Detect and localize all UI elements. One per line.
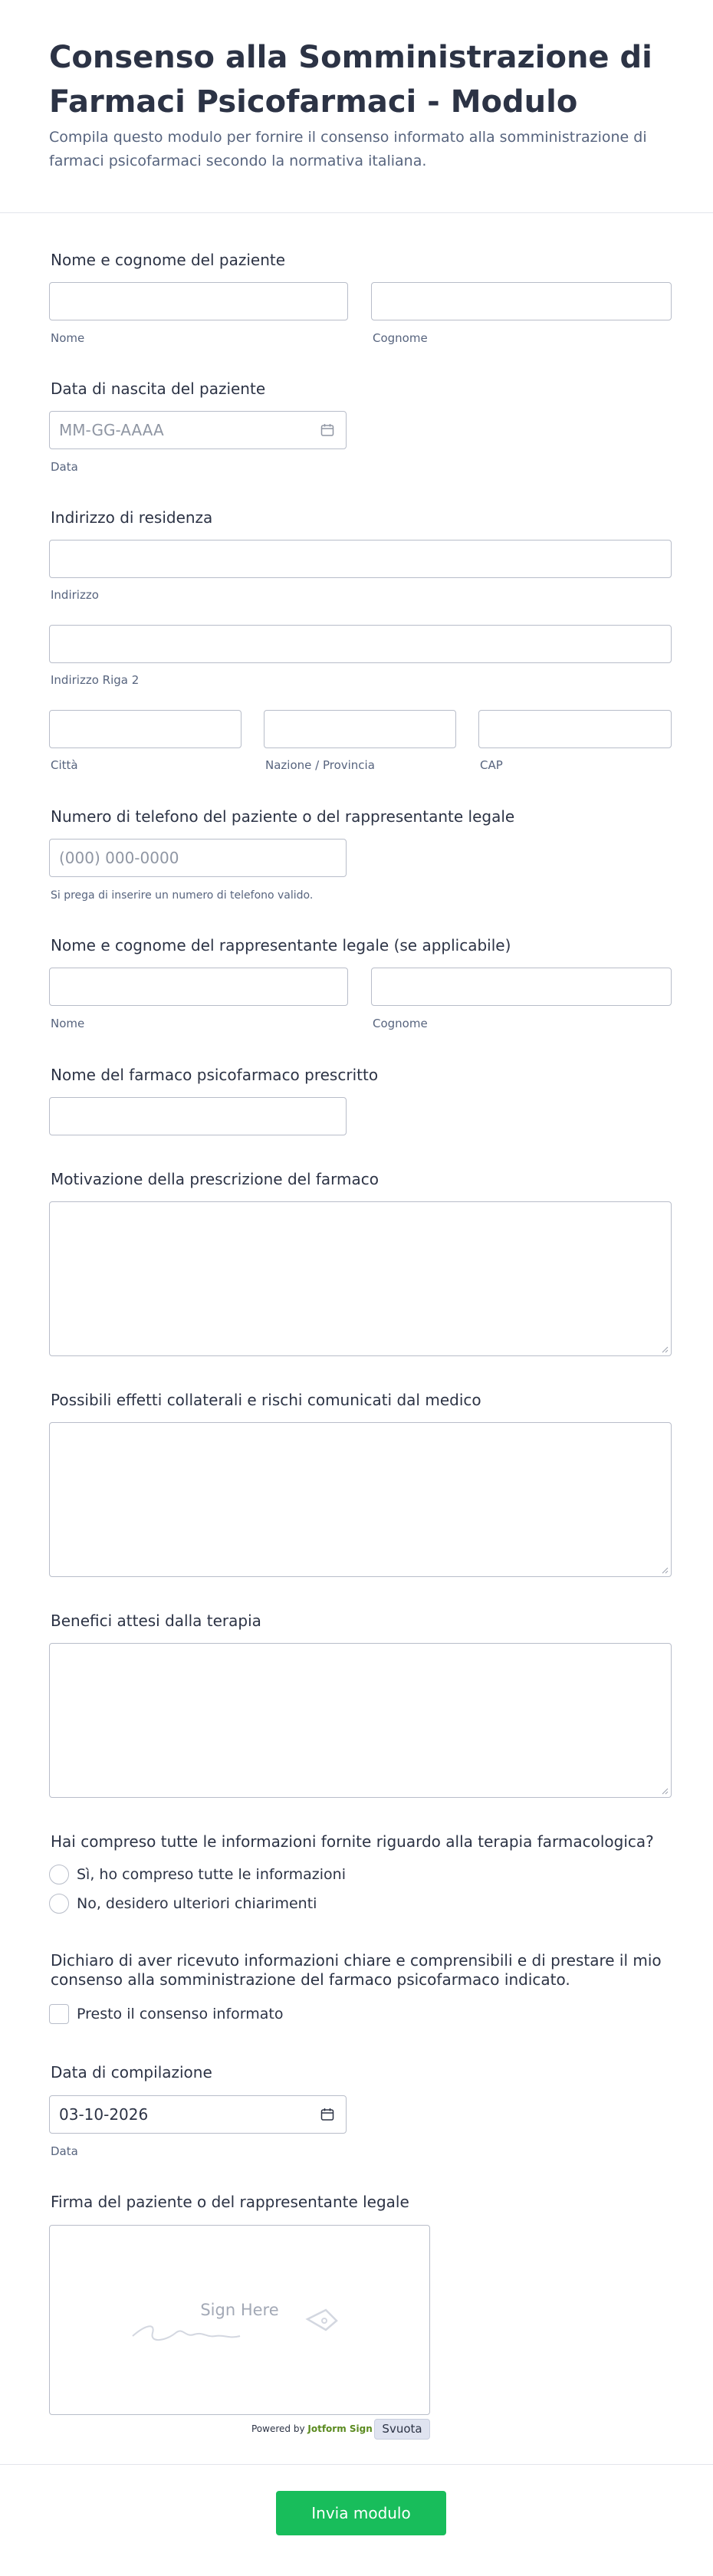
address-line1-sublabel: Indirizzo <box>51 588 99 602</box>
understanding-option-yes-label: Sì, ho compreso tutte le informazioni <box>77 1866 346 1883</box>
powered-by-prefix: Powered by <box>251 2423 305 2434</box>
patient-last-name-sublabel: Cognome <box>373 331 428 345</box>
jotform-sign-link[interactable]: Jotform Sign <box>307 2423 373 2434</box>
motivation-textarea[interactable] <box>49 1201 672 1356</box>
calendar-icon[interactable] <box>320 422 335 438</box>
consent-checkbox[interactable] <box>49 2004 69 2024</box>
representative-first-name-sublabel: Nome <box>51 1017 85 1030</box>
state-sublabel: Nazione / Provincia <box>265 758 375 772</box>
consent-checkbox-option[interactable] <box>49 2003 283 2026</box>
representative-first-name-input[interactable] <box>49 968 348 1006</box>
phone-input[interactable] <box>49 839 347 877</box>
signature-label: Firma del paziente o del rappresentante legale <box>51 2193 409 2211</box>
representative-last-name-input[interactable] <box>371 968 672 1006</box>
understanding-option-no-label: No, desidero ulteriori chiarimenti <box>77 1895 317 1912</box>
birth-date-placeholder: MM-GG-AAAA <box>59 421 164 439</box>
form-footer <box>0 2464 713 2576</box>
resize-grip-icon[interactable] <box>661 1346 669 1353</box>
calendar-icon[interactable] <box>320 2107 335 2122</box>
birth-date-label: Data di nascita del paziente <box>51 380 266 398</box>
representative-label: Nome e cognome del rappresentante legale (se applicabile) <box>51 936 511 955</box>
compile-date-label: Data di compilazione <box>51 2063 212 2082</box>
signature-placeholder: Sign Here <box>200 2301 279 2319</box>
zip-input[interactable] <box>478 710 672 748</box>
compile-date-sublabel: Data <box>51 2144 78 2158</box>
drug-name-input[interactable] <box>49 1097 347 1135</box>
radio-button[interactable] <box>49 1865 69 1884</box>
compile-date-input[interactable] <box>49 2095 347 2134</box>
patient-first-name-sublabel: Nome <box>51 331 85 345</box>
signature-pad[interactable] <box>49 2225 430 2415</box>
clear-signature-button[interactable]: Svuota <box>374 2419 430 2440</box>
patient-name-label: Nome e cognome del paziente <box>51 251 286 269</box>
motivation-label: Motivazione della prescrizione del farmaco <box>51 1170 379 1188</box>
zip-sublabel: CAP <box>480 758 503 772</box>
representative-last-name-sublabel: Cognome <box>373 1017 428 1030</box>
drug-name-label: Nome del farmaco psicofarmaco prescritto <box>51 1066 379 1084</box>
resize-grip-icon[interactable] <box>661 1787 669 1795</box>
compile-date-value: 03-10-2026 <box>59 2105 149 2124</box>
resize-grip-icon[interactable] <box>661 1566 669 1574</box>
benefits-textarea[interactable] <box>49 1643 672 1798</box>
address-label: Indirizzo di residenza <box>51 508 213 527</box>
phone-placeholder: (000) 000-0000 <box>59 849 179 867</box>
understanding-option-yes[interactable] <box>49 1863 346 1886</box>
side-effects-textarea[interactable] <box>49 1422 672 1577</box>
submit-button[interactable]: Invia modulo <box>276 2491 446 2535</box>
birth-date-input[interactable] <box>49 411 347 449</box>
address-line2-input[interactable] <box>49 625 672 663</box>
benefits-label: Benefici attesi dalla terapia <box>51 1612 261 1630</box>
city-sublabel: Città <box>51 758 78 772</box>
phone-label: Numero di telefono del paziente o del rappresentante legale <box>51 807 515 826</box>
address-line1-input[interactable] <box>49 540 672 578</box>
patient-last-name-input[interactable] <box>371 282 672 320</box>
consent-checkbox-label: Presto il consenso informato <box>77 2006 284 2022</box>
city-input[interactable] <box>49 710 242 748</box>
address-line2-sublabel: Indirizzo Riga 2 <box>51 673 140 687</box>
form-header <box>0 0 713 213</box>
powered-by-text <box>251 2423 373 2435</box>
form-title: Consenso alla Somministrazione di Farmaci Psicofarmaci - Modulo <box>49 40 652 120</box>
declaration-label: Dichiaro di aver ricevuto informazioni chiare e comprensibili e di prestare il mio consenso alla somministrazione del farmaco psicofarmaco indicato. <box>51 1951 662 1989</box>
state-input[interactable] <box>264 710 456 748</box>
understanding-option-no[interactable] <box>49 1892 317 1915</box>
signature-pen-icon <box>130 2302 352 2348</box>
form-description: Compila questo modulo per fornire il consenso informato alla somministrazione di farmaci psicofarmaci secondo la normativa italiana. <box>49 129 647 169</box>
birth-date-sublabel: Data <box>51 460 78 474</box>
phone-hint: Si prega di inserire un numero di telefono valido. <box>51 889 314 902</box>
understanding-label: Hai compreso tutte le informazioni fornite riguardo alla terapia farmacologica? <box>51 1832 654 1851</box>
radio-button[interactable] <box>49 1894 69 1914</box>
side-effects-label: Possibili effetti collaterali e rischi comunicati dal medico <box>51 1391 481 1409</box>
patient-first-name-input[interactable] <box>49 282 348 320</box>
